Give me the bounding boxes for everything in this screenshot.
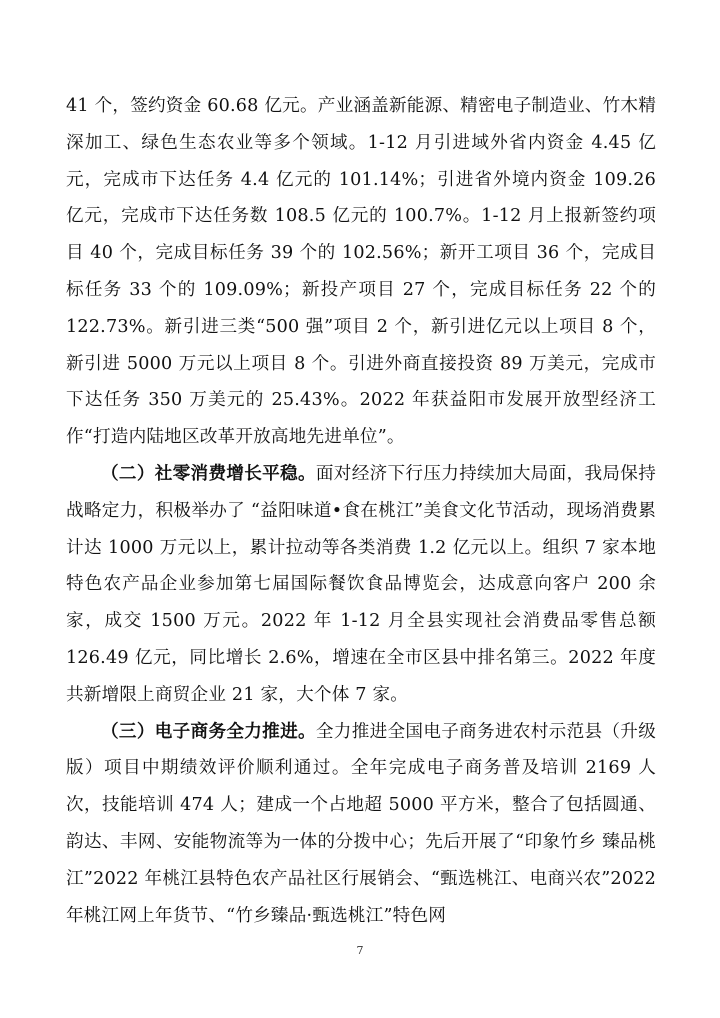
section-heading: （三）电子商务全力推进。 — [101, 720, 316, 742]
paragraph-ecommerce — [66, 714, 656, 935]
page-number: 7 — [356, 944, 364, 957]
paragraph-investment — [66, 88, 656, 456]
paragraph-text: 面对经济下行压力持续加大局面，我局保持战略定力，积极举办了 “益阳味道•食在桃江”美食文化节活动，现场消费累计达 1000 万元以上，累计拉动等各类消费 1.2 亿元以上。组织 7 家本地特色农产品企业参加第七届国际餐饮食品博览会，达成意向客户 200 余家，成交 1500 万元。2022 年 1-12 月全县实现社会消费品零售总额 126.49 亿元，同比增长 2.6%，增速在全市区县中排名第三。2022 年度共新增限上商贸企业 21 家，大个体 7 家。 — [66, 463, 656, 705]
section-heading: （二）社零消费增长平稳。 — [101, 462, 316, 484]
document-body — [66, 88, 656, 934]
paragraph-consumption — [66, 456, 656, 714]
paragraph-text: 全力推进全国电子商务进农村示范县（升级版）项目中期绩效评价顺利通过。全年完成电子商务普及培训 2169 人次，技能培训 474 人；建成一个占地超 5000 平方米，整合了包括圆通、韵达、丰网、安能物流等为一体的分拨中心；先后开展了“印象竹乡 臻品桃江”2022 年桃江县特色农产品社区行展销会、“甄选桃江、电商兴农”2022 年桃江网上年货节、“竹乡臻品·甄选桃江”特色网 — [66, 721, 656, 926]
paragraph-text: 41 个，签约资金 60.68 亿元。产业涵盖新能源、精密电子制造业、竹木精深加工、绿色生态农业等多个领域。1-12 月引进域外省内资金 4.45 亿元，完成市下达任务 4.4 亿元的 101.14%；引进省外境内资金 109.26 亿元，完成市下达任务数 108.5 亿元的 100.7%。1-12 月上报新签约项目 40 个，完成目标任务 39 个的 102.56%；新开工项目 36 个，完成目标任务 33 个的 109.09%；新投产项目 27 个，完成目标任务 22 个的 122.73%。新引进三类“500 强”项目 2 个，新引进亿元以上项目 8 个，新引进 5000 万元以上项目 8 个。引进外商直接投资 89 万美元，完成市下达任务 350 万美元的 25.43%。2022 年获益阳市发展开放型经济工作“打造内陆地区改革开放高地先进单位”。 — [66, 96, 656, 448]
